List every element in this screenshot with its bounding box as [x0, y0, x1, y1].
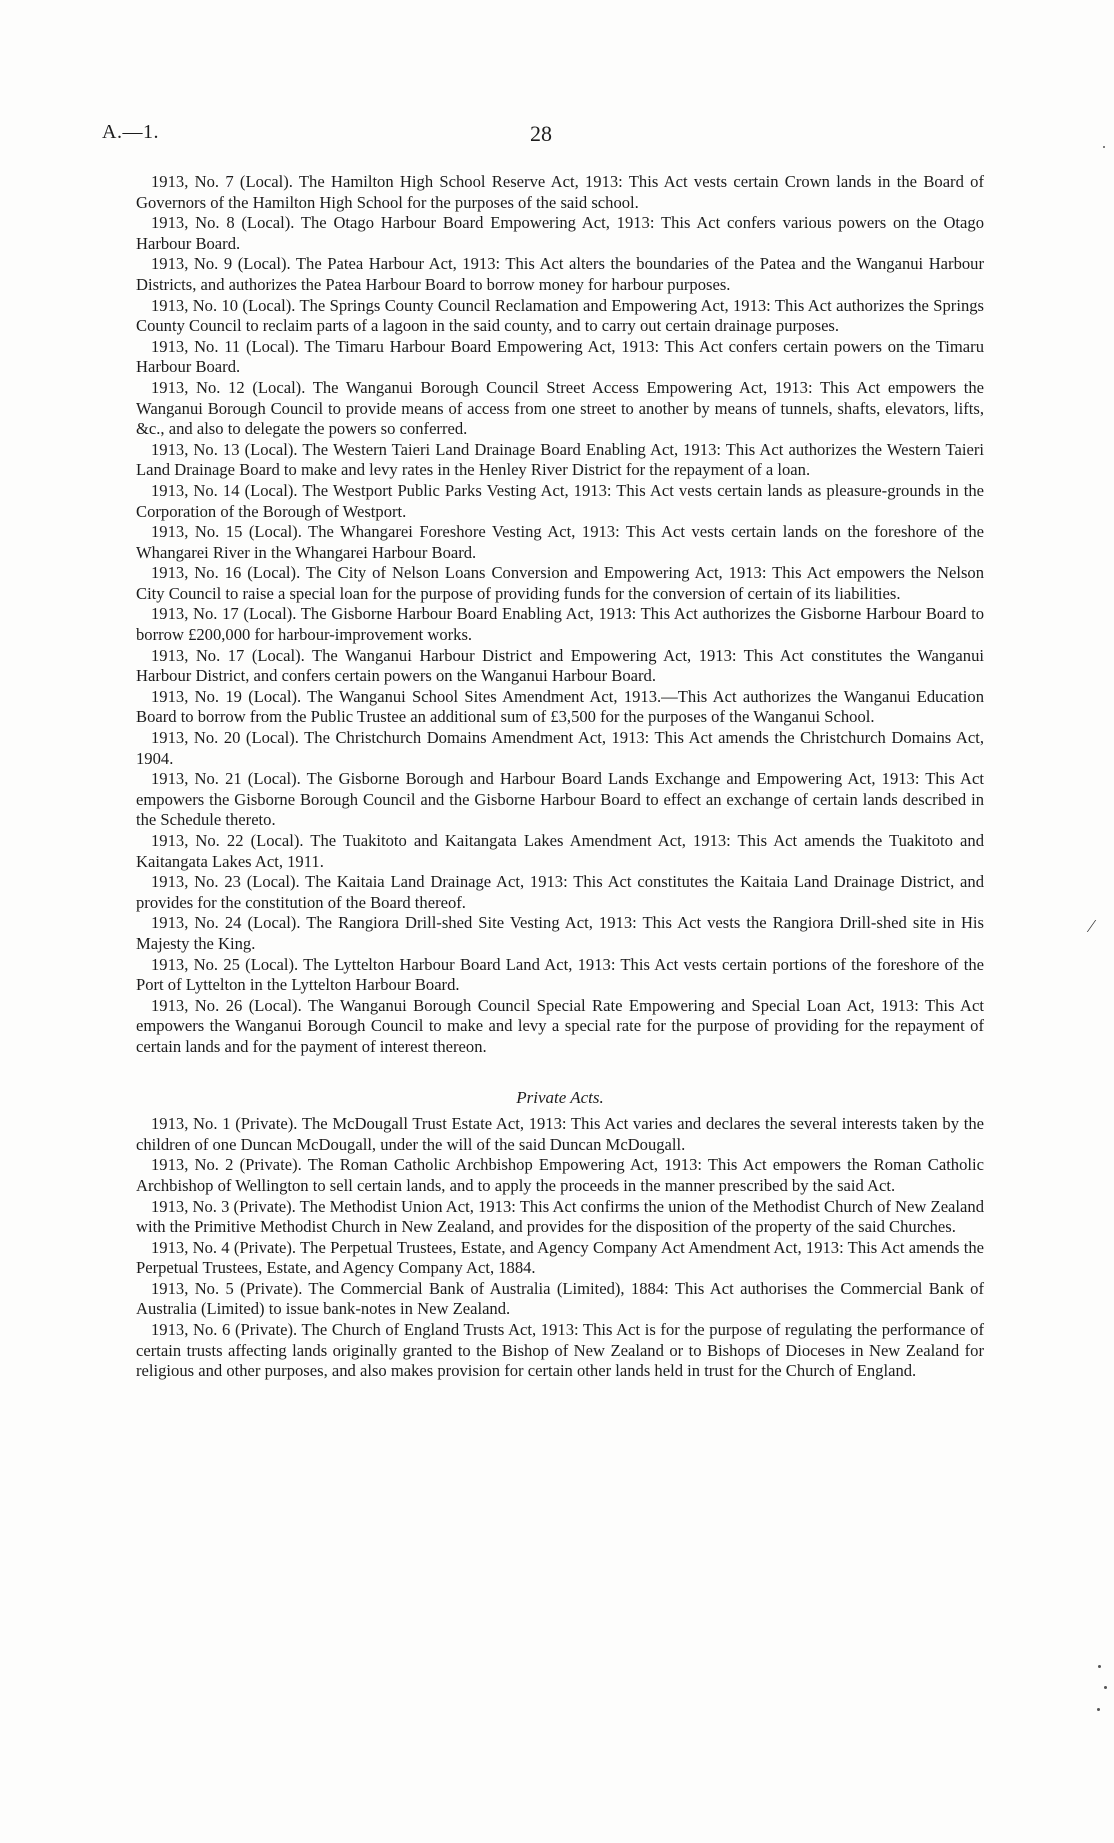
act-paragraph: 1913, No. 10 (Local). The Springs County Council Reclamation and Empowering Act, 1913: This Act authorizes the Springs County Council to reclaim parts of a lagoon in the said county, and to carry out certain drainage purposes.: [136, 295, 984, 336]
document-body: [136, 172, 984, 1382]
act-paragraph: 1913, No. 4 (Private). The Perpetual Trustees, Estate, and Agency Company Act Amendment Act, 1913: This Act amends the Perpetual Trustees, Estate, and Agency Company Act, 1884.: [136, 1237, 984, 1278]
scan-speck: [1098, 1665, 1101, 1668]
act-paragraph: 1913, No. 26 (Local). The Wanganui Borough Council Special Rate Empowering and Special Loan Act, 1913: This Act empowers the Wanganui Borough Council to make and levy a special rate for the purpose of providing for the repayment of certain lands and for the payment of interest thereon.: [136, 995, 984, 1056]
act-paragraph: 1913, No. 19 (Local). The Wanganui School Sites Amendment Act, 1913.—This Act authorizes the Wanganui Education Board to borrow from the Public Trustee an additional sum of £3,500 for the purposes of the Wanganui School.: [136, 686, 984, 727]
act-paragraph: 1913, No. 12 (Local). The Wanganui Borough Council Street Access Empowering Act, 1913: This Act empowers the Wanganui Borough Council to provide means of access from one street to another by means of tunnels, shafts, elevators, lifts, &c., and also to delegate the powers so conferred.: [136, 377, 984, 439]
act-paragraph: 1913, No. 11 (Local). The Timaru Harbour Board Empowering Act, 1913: This Act confers certain powers on the Timaru Harbour Board.: [136, 336, 984, 377]
act-paragraph: 1913, No. 22 (Local). The Tuakitoto and Kaitangata Lakes Amendment Act, 1913: This Act amends the Tuakitoto and Kaitangata Lakes Act, 1911.: [136, 831, 984, 871]
act-paragraph: 1913, No. 6 (Private). The Church of England Trusts Act, 1913: This Act is for the purpose of regulating the performance of certain trusts affecting lands originally granted to the Bishop of New Zealand or to Bishops of Dioceses in New Zealand for religious and other purposes, and also makes provision for certain other lands held in trust for the Church of England.: [136, 1320, 984, 1381]
act-paragraph: 1913, No. 1 (Private). The McDougall Trust Estate Act, 1913: This Act varies and declares the several interests taken by the children of one Duncan McDougall, under the will of the said Duncan McDougall.: [136, 1114, 984, 1154]
act-paragraph: 1913, No. 16 (Local). The City of Nelson Loans Conversion and Empowering Act, 1913: This Act empowers the Nelson City Council to raise a special loan for the purpose of providing funds for the conversion of certain of its liabilities.: [136, 563, 984, 603]
act-paragraph: 1913, No. 20 (Local). The Christchurch Domains Amendment Act, 1913: This Act amends the Christchurch Domains Act, 1904.: [136, 728, 984, 768]
page-header: [102, 121, 982, 151]
scan-speck: [1103, 146, 1105, 148]
act-paragraph: 1913, No. 24 (Local). The Rangiora Drill-shed Site Vesting Act, 1913: This Act vests the Rangiora Drill-shed site in His Majesty the King.: [136, 913, 984, 953]
page-number: 28: [530, 121, 552, 146]
act-paragraph: 1913, No. 17 (Local). The Gisborne Harbour Board Enabling Act, 1913: This Act authorizes the Gisborne Harbour Board to borrow £200,000 for harbour-improvement works.: [136, 604, 984, 645]
scan-speck: [1097, 1708, 1100, 1711]
act-paragraph: 1913, No. 14 (Local). The Westport Public Parks Vesting Act, 1913: This Act vests certain lands as pleasure-grounds in the Corporation of the Borough of Westport.: [136, 480, 984, 521]
act-paragraph: 1913, No. 3 (Private). The Methodist Union Act, 1913: This Act confirms the union of the Methodist Church of New Zealand with the Primitive Methodist Church in New Zealand, and provides for the disposition of the property of the said Churches.: [136, 1196, 984, 1237]
private-acts-heading: Private Acts.: [516, 1087, 604, 1107]
act-paragraph: 1913, No. 2 (Private). The Roman Catholic Archbishop Empowering Act, 1913: This Act empowers the Roman Catholic Archbishop of Wellington to sell certain lands, and to apply the proceeds in the manner prescribed by the said Act.: [136, 1155, 984, 1195]
local-acts-section: [136, 172, 984, 1058]
margin-tick-mark: ⁄: [1090, 916, 1094, 936]
act-paragraph: 1913, No. 8 (Local). The Otago Harbour Board Empowering Act, 1913: This Act confers various powers on the Otago Harbour Board.: [136, 213, 984, 253]
act-paragraph: 1913, No. 17 (Local). The Wanganui Harbour District and Empowering Act, 1913: This Act constitutes the Wanganui Harbour District, and confers certain powers on the Wanganui Harbour Board.: [136, 645, 984, 686]
act-paragraph: 1913, No. 21 (Local). The Gisborne Borough and Harbour Board Lands Exchange and Empowering Act, 1913: This Act empowers the Gisborne Borough Council and the Gisborne Harbour Board to effect an exchange of certain lands described in the Schedule thereto.: [136, 769, 984, 830]
act-paragraph: 1913, No. 23 (Local). The Kaitaia Land Drainage Act, 1913: This Act constitutes the Kaitaia Land Drainage District, and provides for the constitution of the Board thereof.: [136, 872, 984, 912]
private-acts-section: [136, 1114, 984, 1382]
act-paragraph: 1913, No. 5 (Private). The Commercial Bank of Australia (Limited), 1884: This Act authorises the Commercial Bank of Australia (Limited) to issue bank-notes in New Zealand.: [136, 1278, 984, 1319]
act-paragraph: 1913, No. 13 (Local). The Western Taieri Land Drainage Board Enabling Act, 1913: This Act authorizes the Western Taieri Land Drainage Board to make and levy rates in the Henley River District for the repayment of a loan.: [136, 439, 984, 480]
act-paragraph: 1913, No. 7 (Local). The Hamilton High School Reserve Act, 1913: This Act vests certain Crown lands in the Board of Governors of the Hamilton High School for the purposes of the said school.: [136, 172, 984, 212]
act-paragraph: 1913, No. 25 (Local). The Lyttelton Harbour Board Land Act, 1913: This Act vests certain portions of the foreshore of the Port of Lyttelton in the Lyttelton Harbour Board.: [136, 954, 984, 995]
act-paragraph: 1913, No. 9 (Local). The Patea Harbour Act, 1913: This Act alters the boundaries of the Patea and the Wanganui Harbour Districts, and authorizes the Patea Harbour Board to borrow money for harbour purposes.: [136, 254, 984, 294]
document-reference: A.—1.: [102, 121, 159, 143]
act-paragraph: 1913, No. 15 (Local). The Whangarei Foreshore Vesting Act, 1913: This Act vests certain lands on the foreshore of the Whangarei River in the Whangarei Harbour Board.: [136, 522, 984, 562]
scan-speck: [1104, 1686, 1107, 1689]
